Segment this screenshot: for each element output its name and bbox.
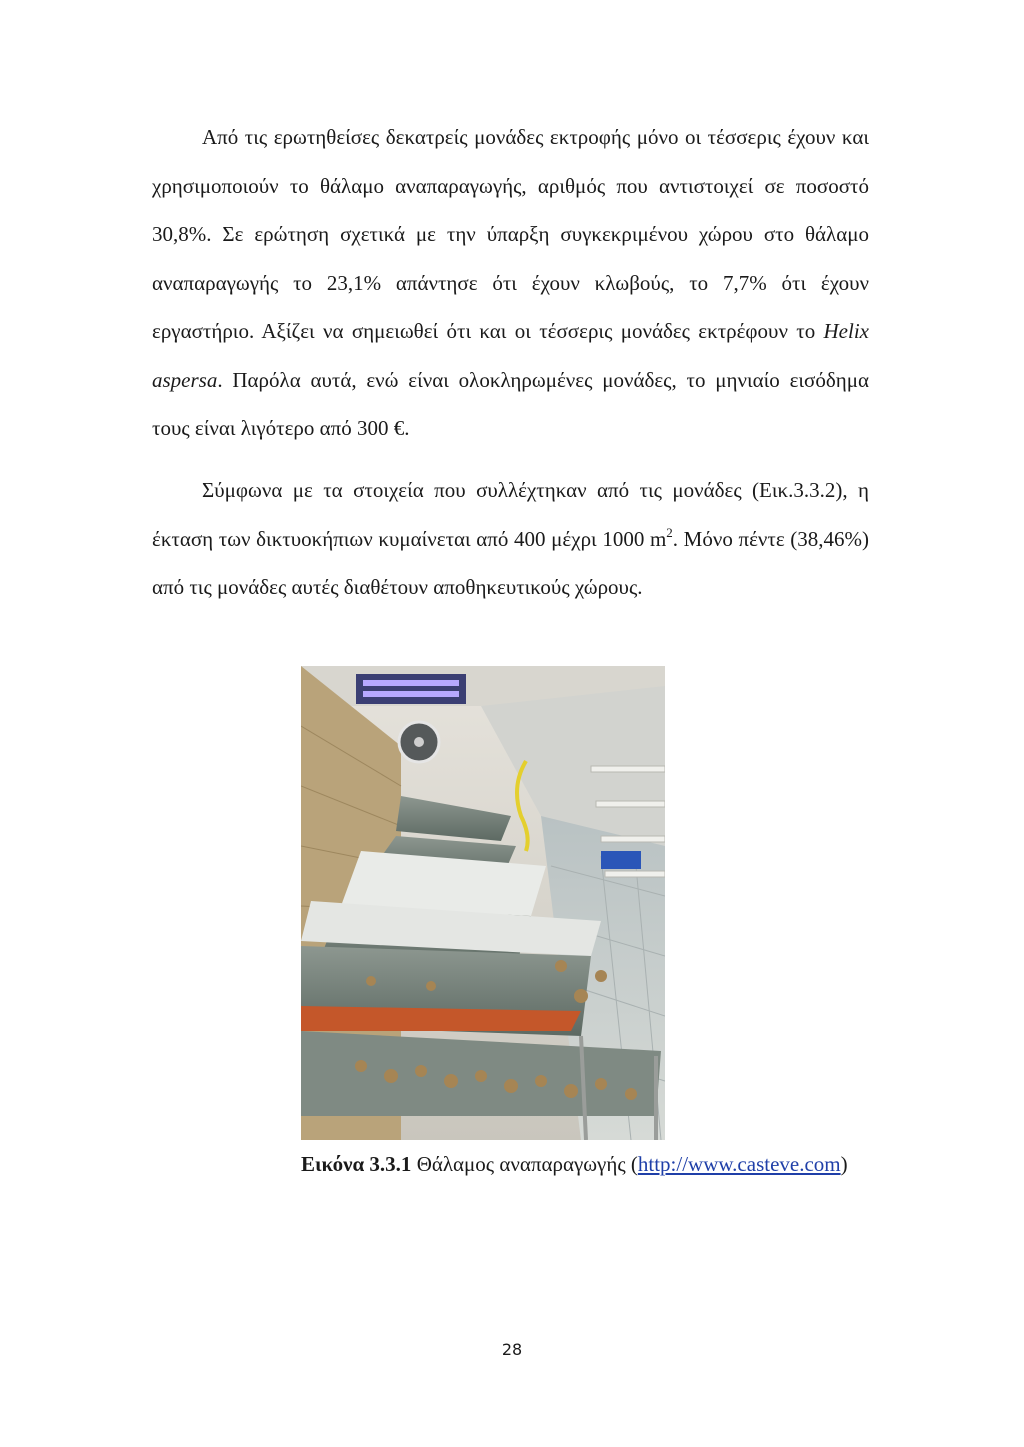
paragraph-1-text-b: . Παρόλα αυτά, ενώ είναι ολοκληρωμένες μονάδες, το μηνιαίο εισόδημα τους είναι λιγότερο από 300 €. bbox=[152, 367, 869, 440]
source-link[interactable]: http://www.casteve.com bbox=[637, 1152, 841, 1176]
paragraph-1 bbox=[152, 113, 869, 453]
paragraph-2-text-b: . Μόνο πέντε (38,46%) από τις μονάδες αυτές διαθέτουν αποθηκευτικούς χώρους. bbox=[152, 526, 870, 599]
paragraph-2-text-a: Σύμφωνα με τα στοιχεία που συλλέχτηκαν από τις μονάδες (Εικ.3.3.2), η έκταση των δικτυοκήπιων κυμαίνεται από 400 μέχρι 1000 m bbox=[152, 478, 869, 551]
paragraph-2 bbox=[152, 466, 869, 612]
breeding-chamber-photo bbox=[301, 666, 665, 1140]
figure-label: Εικόνα 3.3.1 bbox=[301, 1152, 412, 1176]
species-name: Helix aspersa bbox=[152, 319, 869, 392]
figure-caption-close: ) bbox=[840, 1152, 848, 1176]
paragraph-1-text-a: Από τις ερωτηθείσες δεκατρείς μονάδες εκτροφής μόνο οι τέσσερις έχουν και χρησιμοποιούν το θάλαμο αναπαραγωγής, αριθμός που αντιστοιχεί σε ποσοστό 30,8%. Σε ερώτηση σχετικά με την ύπαρξη συγκεκριμένου χώρου στο θάλαμο αναπαραγωγής το 23,1% απάντησε ότι έχουν κλωβούς, το 7,7% ότι έχουν εργαστήριο. Αξίζει να σημειωθεί ότι και οι τέσσερις μονάδες εκτρέφουν το bbox=[152, 125, 869, 343]
figure-caption-text: Θάλαμος αναπαραγωγής ( bbox=[411, 1152, 638, 1176]
page-number: 28 bbox=[501, 1340, 523, 1359]
figure-caption bbox=[301, 1152, 861, 1177]
area-unit-superscript: 2 bbox=[666, 524, 673, 540]
